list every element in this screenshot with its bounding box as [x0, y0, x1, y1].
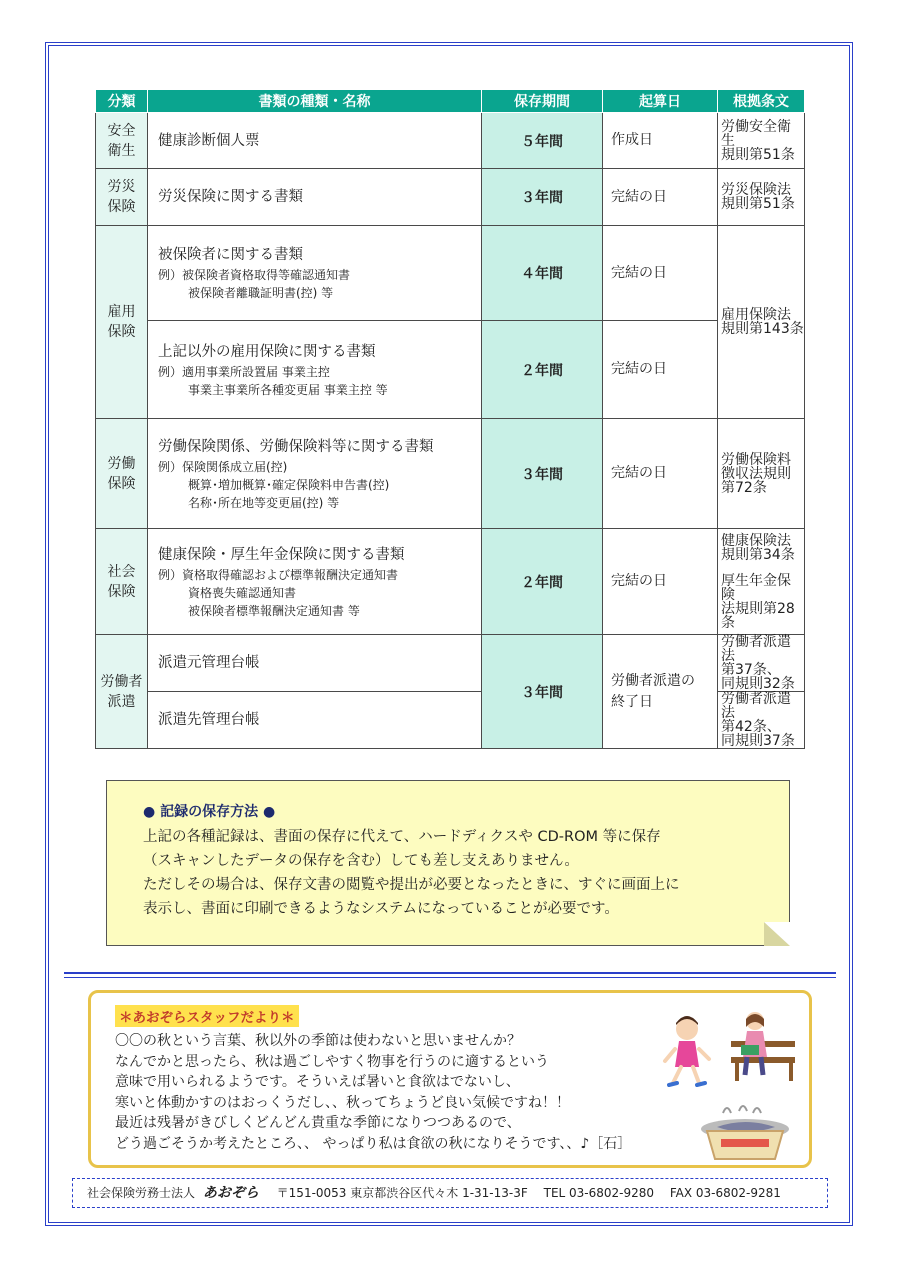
- section-divider: [64, 972, 836, 978]
- table-row: [96, 113, 805, 169]
- document-cell: 派遣元管理台帳: [148, 635, 482, 692]
- period-cell: ２年間: [482, 321, 603, 419]
- records-table: [95, 89, 805, 749]
- category-cell: 雇用 保険: [96, 226, 148, 419]
- table-row: [96, 321, 805, 419]
- law-cell: 労働保険料 徴収法規則 第72条: [718, 419, 805, 529]
- start-cell: 完結の日: [603, 226, 718, 321]
- illustration-group: [657, 1011, 803, 1161]
- table-header-row: [96, 90, 805, 113]
- footer-tel: TEL 03-6802-9280: [543, 1186, 655, 1200]
- document-cell: 派遣先管理台帳: [148, 692, 482, 749]
- document-cell: 労災保険に関する書類: [148, 169, 482, 226]
- table-row: [96, 419, 805, 529]
- category-cell: 労働者 派遣: [96, 635, 148, 749]
- header-start: 起算日: [603, 90, 718, 113]
- document-cell: 健康診断個人票: [148, 113, 482, 169]
- period-cell: ４年間: [482, 226, 603, 321]
- start-cell: 完結の日: [603, 529, 718, 635]
- category-cell: 労災 保険: [96, 169, 148, 226]
- law-cell: 健康保険法 規則第34条 厚生年金保険 法規則第28条: [718, 529, 805, 635]
- girl-running-icon: [665, 1016, 709, 1085]
- header-document: 書類の種類・名称: [148, 90, 482, 113]
- footer-org-type: 社会保険労務士法人: [87, 1186, 196, 1200]
- period-cell: ３年間: [482, 169, 603, 226]
- category-cell: 安全 衛生: [96, 113, 148, 169]
- document-cell: 被保険者に関する書類 例）被保険者資格取得等確認通知書 被保険者離職証明書(控) 等: [148, 226, 482, 321]
- header-law: 根拠条文: [718, 90, 805, 113]
- footer-address: 〒151-0053 東京都渋谷区代々木 1-31-13-3F: [276, 1186, 528, 1200]
- table-row: [96, 226, 805, 321]
- header-period: 保存期間: [482, 90, 603, 113]
- period-cell: ５年間: [482, 113, 603, 169]
- document-cell: 上記以外の雇用保険に関する書類 例）適用事業所設置届 事業主控 事業主事業所各種変更届 事業主控 等: [148, 321, 482, 419]
- law-cell: 労働安全衛生 規則第51条: [718, 113, 805, 169]
- period-cell: ３年間: [482, 419, 603, 529]
- table-row: [96, 169, 805, 226]
- header-category: 分類: [96, 90, 148, 113]
- page-curl-decoration: [764, 922, 790, 946]
- document-cell: 健康保険・厚生年金保険に関する書類 例）資格取得確認および標準報酬決定通知書 資格喪失確認通知書 被保険者標準報酬決定通知書 等: [148, 529, 482, 635]
- footer-company-name: あおぞら: [202, 1185, 259, 1201]
- note-body: 上記の各種記録は、書面の保存に代えて、ハードディクスや CD-ROM 等に保存 （スキャンしたデータの保存を含む）しても差し支えありません。 ただしその場合は、保存文書の閲覧や提出が必要となったときに、すぐに画面上に 表示し、書面に印刷できるようなシステムになっていることが必要です。: [143, 829, 680, 917]
- period-cell: ２年間: [482, 529, 603, 635]
- law-cell: 労働者派遣法 第37条、 同規則32条: [718, 635, 805, 692]
- law-cell: 労働者派遣法 第42条、 同規則37条: [718, 692, 805, 749]
- start-cell: 完結の日: [603, 419, 718, 529]
- start-cell: 労働者派遣の 終了日: [603, 635, 718, 749]
- category-cell: 労働 保険: [96, 419, 148, 529]
- law-cell: 労災保険法 規則第51条: [718, 169, 805, 226]
- staff-body: 〇〇の秋という言葉、秋以外の季節は使わないと思いませんか？ なんでかと思ったら、秋は過ごしやすく物事を行うのに適するという 意味で用いられるようです。そういえば暑いと食欲はでないし、 寒いと体動かすのはおっくうだし、、秋ってちょうど良い気候ですね！！ 最近は残暑がきびしくどんどん貴重な季節になりつつあるので、 どう過ごそうか考えたところ、、 やっぱり私は食欲の秋になりそうです、、♪［石］: [115, 1033, 632, 1152]
- document-cell: 労働保険関係、労働保険料等に関する書類 例）保険関係成立届(控) 概算･増加概算･確定保険料申告書(控) 名称･所在地等変更届(控) 等: [148, 419, 482, 529]
- table-row: [96, 635, 805, 692]
- start-cell: 完結の日: [603, 321, 718, 419]
- start-cell: 作成日: [603, 113, 718, 169]
- grilled-fish-icon: [701, 1106, 789, 1159]
- staff-title: ＊あおぞらスタッフだより＊: [115, 1005, 299, 1027]
- law-cell: 雇用保険法 規則第143条: [718, 226, 805, 419]
- period-cell: ３年間: [482, 635, 603, 749]
- footer-fax: FAX 03-6802-9281: [669, 1186, 781, 1200]
- start-cell: 完結の日: [603, 169, 718, 226]
- category-cell: 社会 保険: [96, 529, 148, 635]
- note-title: ● 記録の保存方法 ●: [143, 804, 276, 820]
- table-row: [96, 529, 805, 635]
- storage-method-note: [106, 780, 790, 946]
- staff-newsletter-box: [88, 990, 812, 1168]
- footer-contact: [72, 1178, 828, 1208]
- woman-reading-icon: [731, 1012, 795, 1081]
